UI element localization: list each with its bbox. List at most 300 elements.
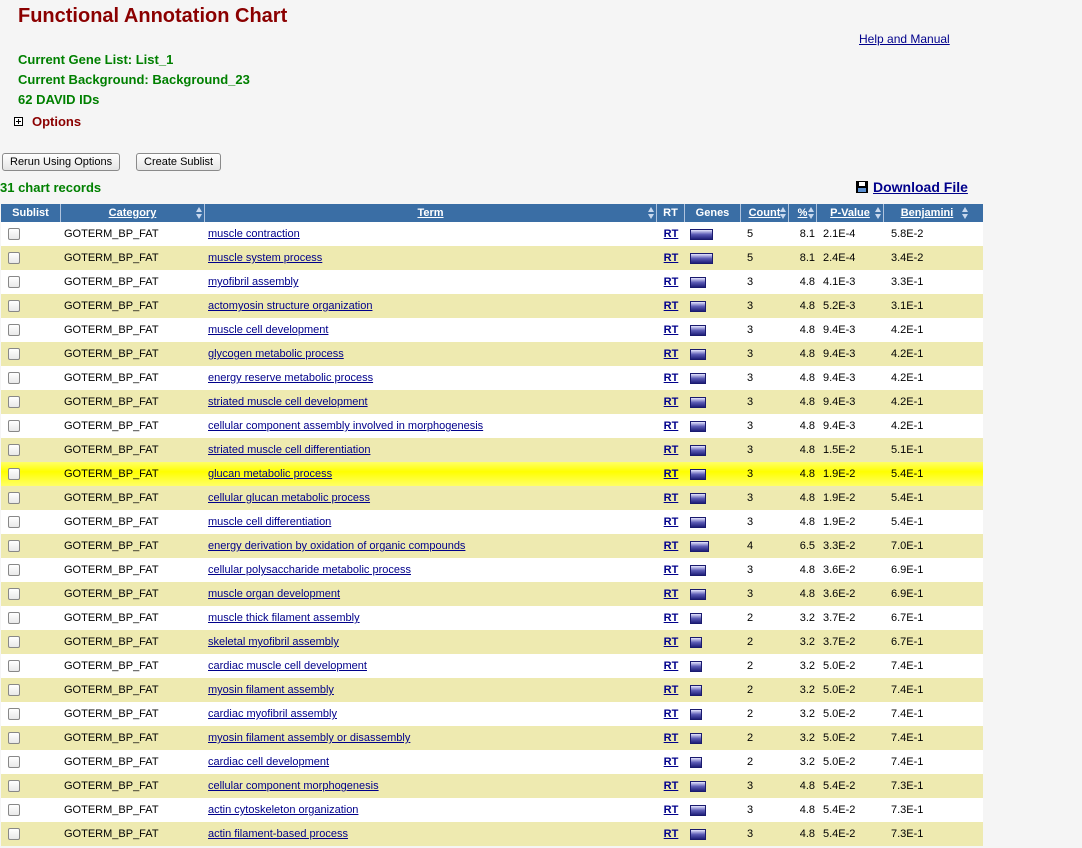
download-file-link[interactable] [856, 179, 968, 195]
genes-bar-icon[interactable] [690, 253, 713, 264]
genes-bar-icon[interactable] [690, 277, 706, 288]
sort-icon[interactable] [648, 207, 654, 219]
genes-cell [685, 661, 741, 672]
rt-cell [657, 228, 685, 240]
rt-cell [657, 588, 685, 600]
table-row [1, 390, 983, 414]
sublist-cell [1, 828, 61, 840]
genes-bar-icon[interactable] [690, 469, 706, 480]
count-cell: 5 [747, 252, 754, 264]
genes-bar-icon[interactable] [690, 301, 706, 312]
rt-cell [657, 708, 685, 720]
benjamini-cell: 7.4E-1 [891, 660, 924, 672]
rt-link[interactable]: RT [663, 708, 679, 720]
rt-link[interactable]: RT [663, 300, 679, 312]
header-genes: Genes [685, 204, 741, 222]
current-gene-list: Current Gene List: List_1 [18, 52, 174, 67]
rt-cell [657, 444, 685, 456]
table-row [1, 534, 983, 558]
term-cell [205, 804, 657, 816]
term-cell [205, 276, 657, 288]
rt-link[interactable]: RT [663, 588, 679, 600]
table-row [1, 414, 983, 438]
sublist-cell [1, 780, 61, 792]
pvalue-cell: 9.4E-3 [823, 372, 856, 384]
rt-cell [657, 732, 685, 744]
table-row [1, 342, 983, 366]
sublist-checkbox[interactable] [8, 732, 20, 744]
rt-link[interactable]: RT [663, 420, 679, 432]
sublist-checkbox[interactable] [8, 828, 20, 840]
rt-cell [657, 276, 685, 288]
genes-cell [685, 589, 741, 600]
term-link[interactable]: muscle contraction [208, 228, 300, 240]
count-cell: 5 [747, 228, 754, 240]
sublist-checkbox[interactable] [8, 564, 20, 576]
create-sublist-button[interactable]: Create Sublist [136, 153, 221, 171]
sublist-cell [1, 684, 61, 696]
percent-cell: 4.8 [799, 396, 815, 408]
count-cell: 3 [747, 300, 754, 312]
table-row [1, 774, 983, 798]
header-term-label[interactable]: Term [417, 207, 444, 219]
sublist-cell [1, 540, 61, 552]
benjamini-cell: 7.3E-1 [891, 780, 924, 792]
table-row [1, 510, 983, 534]
header-term[interactable] [205, 204, 657, 222]
sublist-cell [1, 732, 61, 744]
pvalue-cell: 5.0E-2 [823, 684, 856, 696]
term-link[interactable]: muscle system process [208, 252, 323, 264]
pvalue-cell: 3.6E-2 [823, 588, 856, 600]
sublist-cell [1, 756, 61, 768]
rt-link[interactable]: RT [663, 804, 679, 816]
genes-bar-icon[interactable] [690, 661, 702, 672]
sublist-checkbox[interactable] [8, 612, 20, 624]
sublist-checkbox[interactable] [8, 300, 20, 312]
category-cell: GOTERM_BP_FAT [64, 252, 159, 264]
sublist-checkbox[interactable] [8, 780, 20, 792]
rt-link[interactable]: RT [663, 684, 679, 696]
pvalue-cell: 3.6E-2 [823, 564, 856, 576]
term-link[interactable]: myosin filament assembly [208, 684, 334, 696]
sublist-checkbox[interactable] [8, 228, 20, 240]
benjamini-cell: 7.3E-1 [891, 828, 924, 840]
pvalue-cell: 3.7E-2 [823, 636, 856, 648]
term-link[interactable]: muscle cell development [208, 324, 329, 336]
sublist-checkbox[interactable] [8, 276, 20, 288]
options-toggle[interactable] [14, 114, 81, 129]
genes-bar-icon[interactable] [690, 349, 706, 360]
table-row [1, 630, 983, 654]
percent-cell: 4.8 [799, 468, 815, 480]
table-row [1, 582, 983, 606]
term-cell [205, 468, 657, 480]
category-cell: GOTERM_BP_FAT [64, 660, 159, 672]
genes-cell [685, 397, 741, 408]
table-header [1, 204, 983, 222]
term-link[interactable]: actomyosin structure organization [208, 300, 373, 312]
sublist-cell [1, 252, 61, 264]
genes-bar-icon[interactable] [690, 589, 706, 600]
genes-bar-icon[interactable] [690, 829, 706, 840]
term-link[interactable]: muscle cell differentiation [208, 516, 332, 528]
category-cell: GOTERM_BP_FAT [64, 540, 159, 552]
header-benjamini[interactable] [884, 204, 970, 222]
pvalue-cell: 5.4E-2 [823, 804, 856, 816]
rt-cell [657, 828, 685, 840]
header-pvalue[interactable] [817, 204, 884, 222]
sublist-checkbox[interactable] [8, 252, 20, 264]
category-cell: GOTERM_BP_FAT [64, 588, 159, 600]
table-row [1, 270, 983, 294]
sublist-checkbox[interactable] [8, 324, 20, 336]
count-cell: 3 [747, 588, 754, 600]
chart-records-count: 31 chart records [0, 180, 102, 195]
table-row [1, 822, 983, 846]
term-link[interactable]: glucan metabolic process [208, 468, 333, 480]
sublist-cell [1, 660, 61, 672]
sublist-cell [1, 636, 61, 648]
genes-bar-icon[interactable] [690, 445, 706, 456]
rt-cell [657, 684, 685, 696]
term-cell [205, 564, 657, 576]
term-link[interactable]: glycogen metabolic process [208, 348, 344, 360]
sublist-cell [1, 396, 61, 408]
count-cell: 3 [747, 564, 754, 576]
term-link[interactable]: cardiac muscle cell development [208, 660, 367, 672]
term-link[interactable]: skeletal myofibril assembly [208, 636, 339, 648]
sublist-cell [1, 564, 61, 576]
category-cell: GOTERM_BP_FAT [64, 780, 159, 792]
sublist-cell [1, 612, 61, 624]
genes-bar-icon[interactable] [690, 541, 709, 552]
header-percent-label[interactable]: % [797, 207, 808, 219]
benjamini-cell: 6.7E-1 [891, 636, 924, 648]
sublist-cell [1, 492, 61, 504]
category-cell: GOTERM_BP_FAT [64, 228, 159, 240]
pvalue-cell: 5.4E-2 [823, 828, 856, 840]
rt-link[interactable]: RT [663, 348, 679, 360]
table-row [1, 318, 983, 342]
sublist-checkbox[interactable] [8, 468, 20, 480]
pvalue-cell: 9.4E-3 [823, 324, 856, 336]
header-category-label[interactable]: Category [108, 207, 157, 219]
rt-link[interactable]: RT [663, 660, 679, 672]
category-cell: GOTERM_BP_FAT [64, 396, 159, 408]
genes-cell [685, 805, 741, 816]
rt-cell [657, 324, 685, 336]
percent-cell: 3.2 [799, 636, 815, 648]
genes-cell [685, 541, 741, 552]
pvalue-cell: 3.7E-2 [823, 612, 856, 624]
benjamini-cell: 7.4E-1 [891, 684, 924, 696]
rt-link[interactable]: RT [663, 492, 679, 504]
sublist-checkbox[interactable] [8, 708, 20, 720]
genes-bar-icon[interactable] [690, 805, 706, 816]
sublist-cell [1, 300, 61, 312]
sublist-checkbox[interactable] [8, 348, 20, 360]
table-row [1, 462, 983, 486]
genes-bar-icon[interactable] [690, 781, 706, 792]
term-cell [205, 708, 657, 720]
genes-cell [685, 781, 741, 792]
pvalue-cell: 1.9E-2 [823, 468, 856, 480]
sublist-checkbox[interactable] [8, 804, 20, 816]
rerun-options-button[interactable]: Rerun Using Options [2, 153, 120, 171]
sublist-cell [1, 708, 61, 720]
sublist-checkbox[interactable] [8, 444, 20, 456]
genes-cell [685, 301, 741, 312]
rt-link[interactable]: RT [663, 780, 679, 792]
genes-cell [685, 517, 741, 528]
sort-icon[interactable] [875, 207, 881, 219]
sublist-cell [1, 324, 61, 336]
sublist-checkbox[interactable] [8, 660, 20, 672]
benjamini-cell: 7.4E-1 [891, 708, 924, 720]
category-cell: GOTERM_BP_FAT [64, 372, 159, 384]
table-row [1, 558, 983, 582]
genes-cell [685, 685, 741, 696]
benjamini-cell: 7.3E-1 [891, 804, 924, 816]
count-cell: 3 [747, 396, 754, 408]
rt-link[interactable]: RT [663, 468, 679, 480]
header-count-label[interactable]: Count [748, 207, 781, 219]
genes-bar-icon[interactable] [690, 637, 702, 648]
sublist-cell [1, 348, 61, 360]
term-link[interactable]: actin filament-based process [208, 828, 349, 840]
count-cell: 3 [747, 492, 754, 504]
benjamini-cell: 4.2E-1 [891, 420, 924, 432]
pvalue-cell: 2.1E-4 [823, 228, 856, 240]
genes-cell [685, 325, 741, 336]
term-cell [205, 828, 657, 840]
sublist-checkbox[interactable] [8, 540, 20, 552]
genes-bar-icon[interactable] [690, 397, 706, 408]
sort-icon[interactable] [196, 207, 202, 219]
genes-cell [685, 493, 741, 504]
term-cell [205, 252, 657, 264]
term-link[interactable]: actin cytoskeleton organization [208, 804, 359, 816]
genes-bar-icon[interactable] [690, 733, 702, 744]
category-cell: GOTERM_BP_FAT [64, 684, 159, 696]
term-cell [205, 324, 657, 336]
term-link[interactable]: striated muscle cell development [208, 396, 368, 408]
benjamini-cell: 7.4E-1 [891, 756, 924, 768]
category-cell: GOTERM_BP_FAT [64, 492, 159, 504]
header-pvalue-label[interactable]: P-Value [830, 207, 870, 219]
sublist-checkbox[interactable] [8, 516, 20, 528]
table-row [1, 222, 983, 246]
genes-bar-icon[interactable] [690, 685, 702, 696]
genes-cell [685, 373, 741, 384]
table-row [1, 750, 983, 774]
header-benjamini-label[interactable]: Benjamini [900, 207, 954, 219]
pvalue-cell: 5.2E-3 [823, 300, 856, 312]
percent-cell: 3.2 [799, 612, 815, 624]
benjamini-cell: 6.7E-1 [891, 612, 924, 624]
rt-cell [657, 612, 685, 624]
header-category[interactable] [61, 204, 205, 222]
sublist-cell [1, 276, 61, 288]
rt-link[interactable]: RT [663, 540, 679, 552]
rt-link[interactable]: RT [663, 732, 679, 744]
sublist-checkbox[interactable] [8, 588, 20, 600]
term-link[interactable]: cellular component assembly involved in morphogenesis [208, 420, 484, 432]
term-cell [205, 684, 657, 696]
percent-cell: 4.8 [799, 444, 815, 456]
percent-cell: 4.8 [799, 324, 815, 336]
rt-link[interactable]: RT [663, 636, 679, 648]
sublist-checkbox[interactable] [8, 684, 20, 696]
expand-plus-icon[interactable] [14, 117, 23, 126]
pvalue-cell: 2.4E-4 [823, 252, 856, 264]
count-cell: 3 [747, 420, 754, 432]
term-link[interactable]: cellular component morphogenesis [208, 780, 379, 792]
table-row [1, 606, 983, 630]
term-cell [205, 372, 657, 384]
term-link[interactable]: cellular polysaccharide metabolic process [208, 564, 411, 576]
count-cell: 2 [747, 756, 754, 768]
term-cell [205, 420, 657, 432]
rt-link[interactable]: RT [663, 444, 679, 456]
download-file-label[interactable]: Download File [873, 179, 968, 195]
genes-bar-icon[interactable] [690, 757, 702, 768]
sublist-checkbox[interactable] [8, 372, 20, 384]
rt-link[interactable]: RT [663, 228, 679, 240]
rt-cell [657, 516, 685, 528]
rt-link[interactable]: RT [663, 828, 679, 840]
rt-link[interactable]: RT [663, 516, 679, 528]
sublist-cell [1, 588, 61, 600]
term-link[interactable]: cellular glucan metabolic process [208, 492, 371, 504]
sort-icon[interactable] [962, 207, 968, 219]
header-percent[interactable] [789, 204, 817, 222]
rt-link[interactable]: RT [663, 756, 679, 768]
percent-cell: 4.8 [799, 780, 815, 792]
count-cell: 3 [747, 276, 754, 288]
genes-bar-icon[interactable] [690, 493, 706, 504]
sort-icon[interactable] [808, 207, 814, 219]
term-cell [205, 492, 657, 504]
genes-bar-icon[interactable] [690, 709, 702, 720]
term-link[interactable]: muscle thick filament assembly [208, 612, 360, 624]
percent-cell: 4.8 [799, 420, 815, 432]
term-cell [205, 396, 657, 408]
benjamini-cell: 6.9E-1 [891, 588, 924, 600]
rt-cell [657, 636, 685, 648]
count-cell: 2 [747, 612, 754, 624]
benjamini-cell: 6.9E-1 [891, 564, 924, 576]
category-cell: GOTERM_BP_FAT [64, 756, 159, 768]
rt-cell [657, 252, 685, 264]
genes-cell [685, 613, 741, 624]
rt-cell [657, 564, 685, 576]
category-cell: GOTERM_BP_FAT [64, 348, 159, 360]
count-cell: 3 [747, 372, 754, 384]
genes-cell [685, 469, 741, 480]
term-link[interactable]: energy derivation by oxidation of organic compounds [208, 540, 466, 552]
term-link[interactable]: cardiac cell development [208, 756, 330, 768]
rt-link[interactable]: RT [663, 276, 679, 288]
term-link[interactable]: cardiac myofibril assembly [208, 708, 337, 720]
category-cell: GOTERM_BP_FAT [64, 732, 159, 744]
sublist-checkbox[interactable] [8, 396, 20, 408]
rt-cell [657, 468, 685, 480]
rt-cell [657, 540, 685, 552]
genes-bar-icon[interactable] [690, 517, 706, 528]
rt-cell [657, 420, 685, 432]
rt-link[interactable]: RT [663, 324, 679, 336]
pvalue-cell: 3.3E-2 [823, 540, 856, 552]
percent-cell: 3.2 [799, 708, 815, 720]
table-row [1, 438, 983, 462]
category-cell: GOTERM_BP_FAT [64, 828, 159, 840]
sublist-checkbox[interactable] [8, 420, 20, 432]
percent-cell: 4.8 [799, 276, 815, 288]
term-cell [205, 300, 657, 312]
count-cell: 2 [747, 732, 754, 744]
term-link[interactable]: energy reserve metabolic process [208, 372, 374, 384]
sublist-cell [1, 228, 61, 240]
pvalue-cell: 5.0E-2 [823, 732, 856, 744]
term-cell [205, 588, 657, 600]
category-cell: GOTERM_BP_FAT [64, 444, 159, 456]
pvalue-cell: 1.9E-2 [823, 516, 856, 528]
pvalue-cell: 9.4E-3 [823, 420, 856, 432]
term-link[interactable]: muscle organ development [208, 588, 341, 600]
benjamini-cell: 5.1E-1 [891, 444, 924, 456]
term-link[interactable]: striated muscle cell differentiation [208, 444, 371, 456]
help-manual-link[interactable]: Help and Manual [859, 32, 950, 46]
benjamini-cell: 4.2E-1 [891, 324, 924, 336]
header-sublist: Sublist [1, 204, 61, 222]
count-cell: 3 [747, 780, 754, 792]
sublist-cell [1, 420, 61, 432]
term-cell [205, 756, 657, 768]
sublist-checkbox[interactable] [8, 636, 20, 648]
percent-cell: 3.2 [799, 756, 815, 768]
rt-cell [657, 756, 685, 768]
genes-bar-icon[interactable] [690, 613, 702, 624]
category-cell: GOTERM_BP_FAT [64, 420, 159, 432]
category-cell: GOTERM_BP_FAT [64, 324, 159, 336]
sort-icon[interactable] [780, 207, 786, 219]
pvalue-cell: 9.4E-3 [823, 348, 856, 360]
rt-link[interactable]: RT [663, 396, 679, 408]
genes-bar-icon[interactable] [690, 229, 713, 240]
term-link[interactable]: myosin filament assembly or disassembly [208, 732, 411, 744]
genes-bar-icon[interactable] [690, 565, 706, 576]
rt-link[interactable]: RT [663, 564, 679, 576]
percent-cell: 4.8 [799, 372, 815, 384]
rt-cell [657, 300, 685, 312]
rt-link[interactable]: RT [663, 612, 679, 624]
header-count[interactable] [741, 204, 789, 222]
sublist-checkbox[interactable] [8, 756, 20, 768]
sublist-checkbox[interactable] [8, 492, 20, 504]
options-label: Options [32, 114, 82, 129]
term-link[interactable]: myofibril assembly [208, 276, 299, 288]
genes-bar-icon[interactable] [690, 373, 706, 384]
genes-cell [685, 253, 741, 264]
rt-link[interactable]: RT [663, 372, 679, 384]
table-row [1, 246, 983, 270]
genes-bar-icon[interactable] [690, 421, 706, 432]
genes-bar-icon[interactable] [690, 325, 706, 336]
rt-link[interactable]: RT [663, 252, 679, 264]
rt-cell [657, 348, 685, 360]
